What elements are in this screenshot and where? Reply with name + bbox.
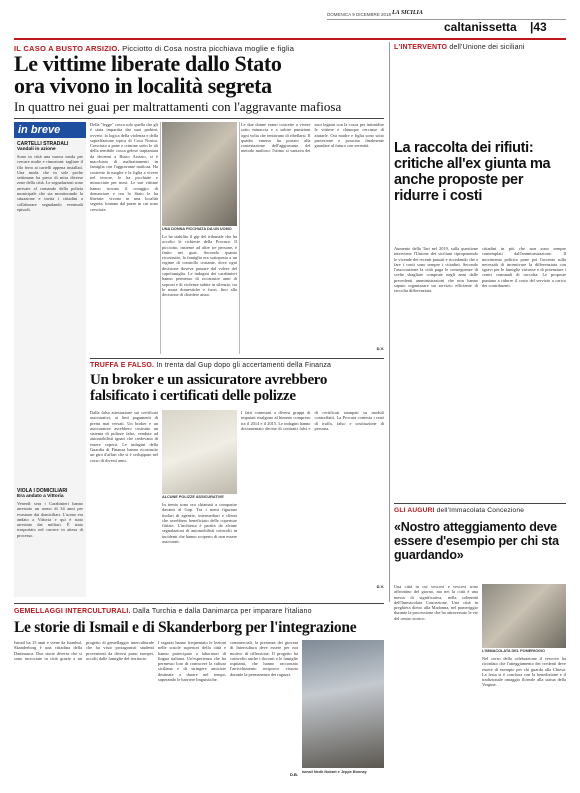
brief-item2-title: VIOLA I DOMICILIARI — [17, 488, 68, 494]
lead-col-3: Le due donne erano costrette a vivere sotto minaccia e a subire punizioni ogni volta che tentavano di ribellarsi. Il quadro emerso ha portato alla contestazione dell'aggravante del metodo mafioso: l'uomo si vantava dei suoi legami con la cosca per intimidire le vittime e chiunque cercasse di aiutarle. Ora madre e figlia sono sotto protezione e possono finalmente guardare al futuro con serenità. — [241, 122, 384, 154]
second-kicker: TRUFFA E FALSO. In trenta dal Gup dopo gli accertamenti della Finanza — [90, 362, 332, 369]
right-bottom-kicker: GLI AUGURI dell'Immacolata Concezione — [394, 507, 525, 514]
second-signature: D.V. — [376, 584, 384, 589]
lead-col-2: Lo ha stabilito il gip del tribunale che ha accolto le richieste della Procura. Il picciotto, insieme ad altre tre persone, è finito nei guai. Secondo quanto ricostruito, la famiglia era sottoposta a un regime di controllo costante, dove ogni decisione doveva passare dal volere del capofamiglia. Le indagini dei carabinieri hanno permesso di ricostruire anni di soprusi e di violenze subite in silenzio, tra le mura domestiche e fuori, fino alla decisione di chiedere aiuto. — [162, 234, 237, 298]
brief-item1-sub: Vandali in azione — [17, 147, 56, 152]
lead-photo — [162, 122, 237, 226]
second-col-2: In trenta sono ora chiamati a comparire davanti al Gup. Tra i nomi figurano titolari di agenzie, intermediari e clienti che avrebbero beneficiato delle coperture fittizie. L'inchiesta è partita da alcune segnalazioni di automobilisti coinvolti in incidenti che hanno scoperto di non essere assicurati. — [162, 502, 237, 545]
right-top-headline: La raccolta dei rifiuti: critiche all'ex giunta ma anche proposte per ridurre i costi — [394, 140, 551, 204]
right-bottom-photo-caption: L'IMMACOLATA DEL POMERIGGIO — [482, 649, 545, 653]
right-top-col-2: cittadini in più che non sono sempre contemplati dall'amministrazione. Il movimento politico pone poi l'accento sulla necessità di incentivare la differenziata con sgravi per le famiglie virtuose e di potenziare i centri comunali di raccolta. Le proposte puntano a ridurre il costo del servizio a carico dei contribuenti. — [482, 246, 566, 289]
bottom-signature: D.B. — [290, 772, 298, 777]
brief-box — [14, 122, 86, 597]
second-col-1: Dalla falsa attestazione sui certificati assicurativi, ai finti pagamenti di premi mai versati. Un broker e un assicuratore avrebbero costruito un sistema di polizze false, vendute ad automobilisti ignari che credevano di essere coperti. Le indagini della Guardia di Finanza hanno ricostruito un giro d'affari che si è sviluppato nel corso di diversi anni. — [90, 410, 158, 463]
second-photo-caption: ALCUNE POLIZZE ASSICURATIVE — [162, 495, 224, 499]
second-photo — [162, 410, 237, 494]
lead-photo-caption: UNA DONNA PICCHIATA DA UN UOMO — [162, 227, 232, 231]
lead-kicker: IL CASO A BUSTO ARSIZIO. Picciotto di Cosa nostra picchiava moglie e figlia — [14, 44, 295, 53]
bottom-photo — [302, 640, 384, 768]
second-headline: Un broker e un assicuratore avrebbero falsificato i certificati delle polizze — [90, 372, 328, 404]
right-bottom-col-2: Nel corso della celebrazione il vescovo ha ricordato che l'atteggiamento dei credenti deve essere di esempio per chi guarda alla Chiesa. La festa si è conclusa con la benedizione e il tradizionale omaggio floreale alla statua della Vergine. — [482, 656, 566, 688]
brief-item2-sub: Era andato a Vittoria — [17, 494, 64, 499]
right-bottom-headline: «Nostro atteggiamento deve essere d'esempio per chi sta guardando» — [394, 520, 559, 562]
brief-item1-text: Sono in città una nuova moda per cercare multe e rimozioni: tagliare il filo ferro ai cartelli appena installati. Una moda che in sole poche settimane ha preso di mira diverse zone della città. Le segnalazioni sono arrivate al comando della polizia municipale che sta monitorando la situazione e invita i cittadini a collaborare segnalando eventuali episodi. — [17, 154, 83, 212]
masthead-date: DOMENICA 9 DICEMBRE 2018 — [327, 12, 392, 17]
bottom-col-3: commerciali, la presenza dei giovani di Intercultura deve essere per noi motivo di riflessione. Il progetto ha coinvolto anche i docenti e le famiglie ospitanti, che hanno raccontato l'arricchimento reciproco vissuto durante la permanenza dei ragazzi. — [230, 640, 298, 677]
bottom-col-1: Ismail ha 15 anni e viene da Istanbul, Skanderborg è una cittadina della Danimarca. Due storie diverse che si sono incrociate in città grazie a un progetto di gemellaggio interculturale che ha visto protagonisti studenti provenienti da diversi paesi europei, accolti dalle famiglie del territorio. — [14, 640, 154, 661]
bottom-col-2: I ragazzi hanno frequentato le lezioni nelle scuole superiori della città e hanno partecipato a laboratori di lingua italiana. Un'esperienza che ha permesso loro di conoscere la cultura siciliana e di stringere amicizie destinate a durare nel tempo, superando le barriere linguistiche. — [158, 640, 226, 683]
bottom-photo-caption: Ismail Nedh Nobart e Jeppe Bonnay — [302, 770, 367, 774]
right-bottom-photo — [482, 584, 566, 648]
masthead-paper: LA SICILIA — [392, 10, 423, 16]
bottom-kicker: GEMELLAGGI INTERCULTURALI. Dalla Turchia e dalla Danimarca per imparare l'italiano — [14, 608, 312, 615]
right-top-col-1: Aumento della Tari nel 2019, sulla questione interviene l'Unione dei siciliani riproponendo le vicende dei recenti passati e ricordando che a fare i conti sono sempre i cittadini. Secondo l'associazione la città paga le conseguenze di scelte sbagliate compiute negli anni dalle precedenti amministrazioni che non hanno saputo organizzare un servizio efficiente di raccolta differenziata. — [394, 246, 478, 294]
right-top-kicker: L'INTERVENTO dell'Unione dei siciliani — [394, 44, 525, 51]
page-number: |43 — [530, 20, 547, 34]
brief-item2-text: Venerdì sera i Carabinieri hanno arrestato un uomo di 34 anni per evasione dai domiciliari. L'uomo era andato a Vittoria e qui è stato arrestato dai militari. È stato trasportato nel carcere in attesa di processo. — [17, 501, 83, 538]
right-bottom-col-1: Una città in cui vescovi e vescovi sono affrontino del giorno, ma nei la città è una messa di significativa, nella solennità dell'Immacolata Concezione. Una città in preghiera dietro alla Madonna, nel pomeriggio durante la processione che ha attraversato le vie del centro storico. — [394, 584, 478, 621]
brief-title: in breve — [14, 122, 86, 138]
lead-subhead: In quattro nei guai per maltrattamenti con l'aggravante mafiosa — [14, 99, 342, 114]
lead-signature: D.V. — [376, 346, 384, 351]
lead-headline: Le vittime liberate dallo Stato ora vivono in località segreta — [14, 51, 282, 98]
second-col-3: I fatti contestati a diversi gruppi di imputati risalgono al biennio compreso tra il 2014 e il 2015. Le indagini hanno documentato decine di contratti falsi e di certificati stampati su moduli contraffatti. La Procura contesta i reati di truffa, falso e sostituzione di persona. — [241, 410, 384, 431]
bottom-headline: Le storie di Ismail e di Skanderborg per l'integrazione — [14, 619, 357, 636]
section-title: caltanissetta — [444, 20, 517, 34]
brief-item1-title: CARTELLI STRADALI — [17, 141, 69, 147]
lead-col-1: Della "legge" cosca solo quella che gli è stata impartita dai suoi padrini, ovvero: la logica della violenza e della sopraffazione tipica di Cosa Nostra. Cresciuto a pane e crimine sotto le ali della temibile cosca gelese trapiantata da decenni a Busto Arsizio, si è macchiato di maltrattamenti in famiglia con l'aggravante mafiosa. Ha costretto la moglie e la figlia a vivere nel terrore, le ha picchiate e minacciate per mesi. Le sue vittime hanno trovato il coraggio di denunciare e ora lo Stato le ha liberate: vivono in una località segreta, lontano dal paese in cui sono cresciute. — [90, 122, 158, 212]
